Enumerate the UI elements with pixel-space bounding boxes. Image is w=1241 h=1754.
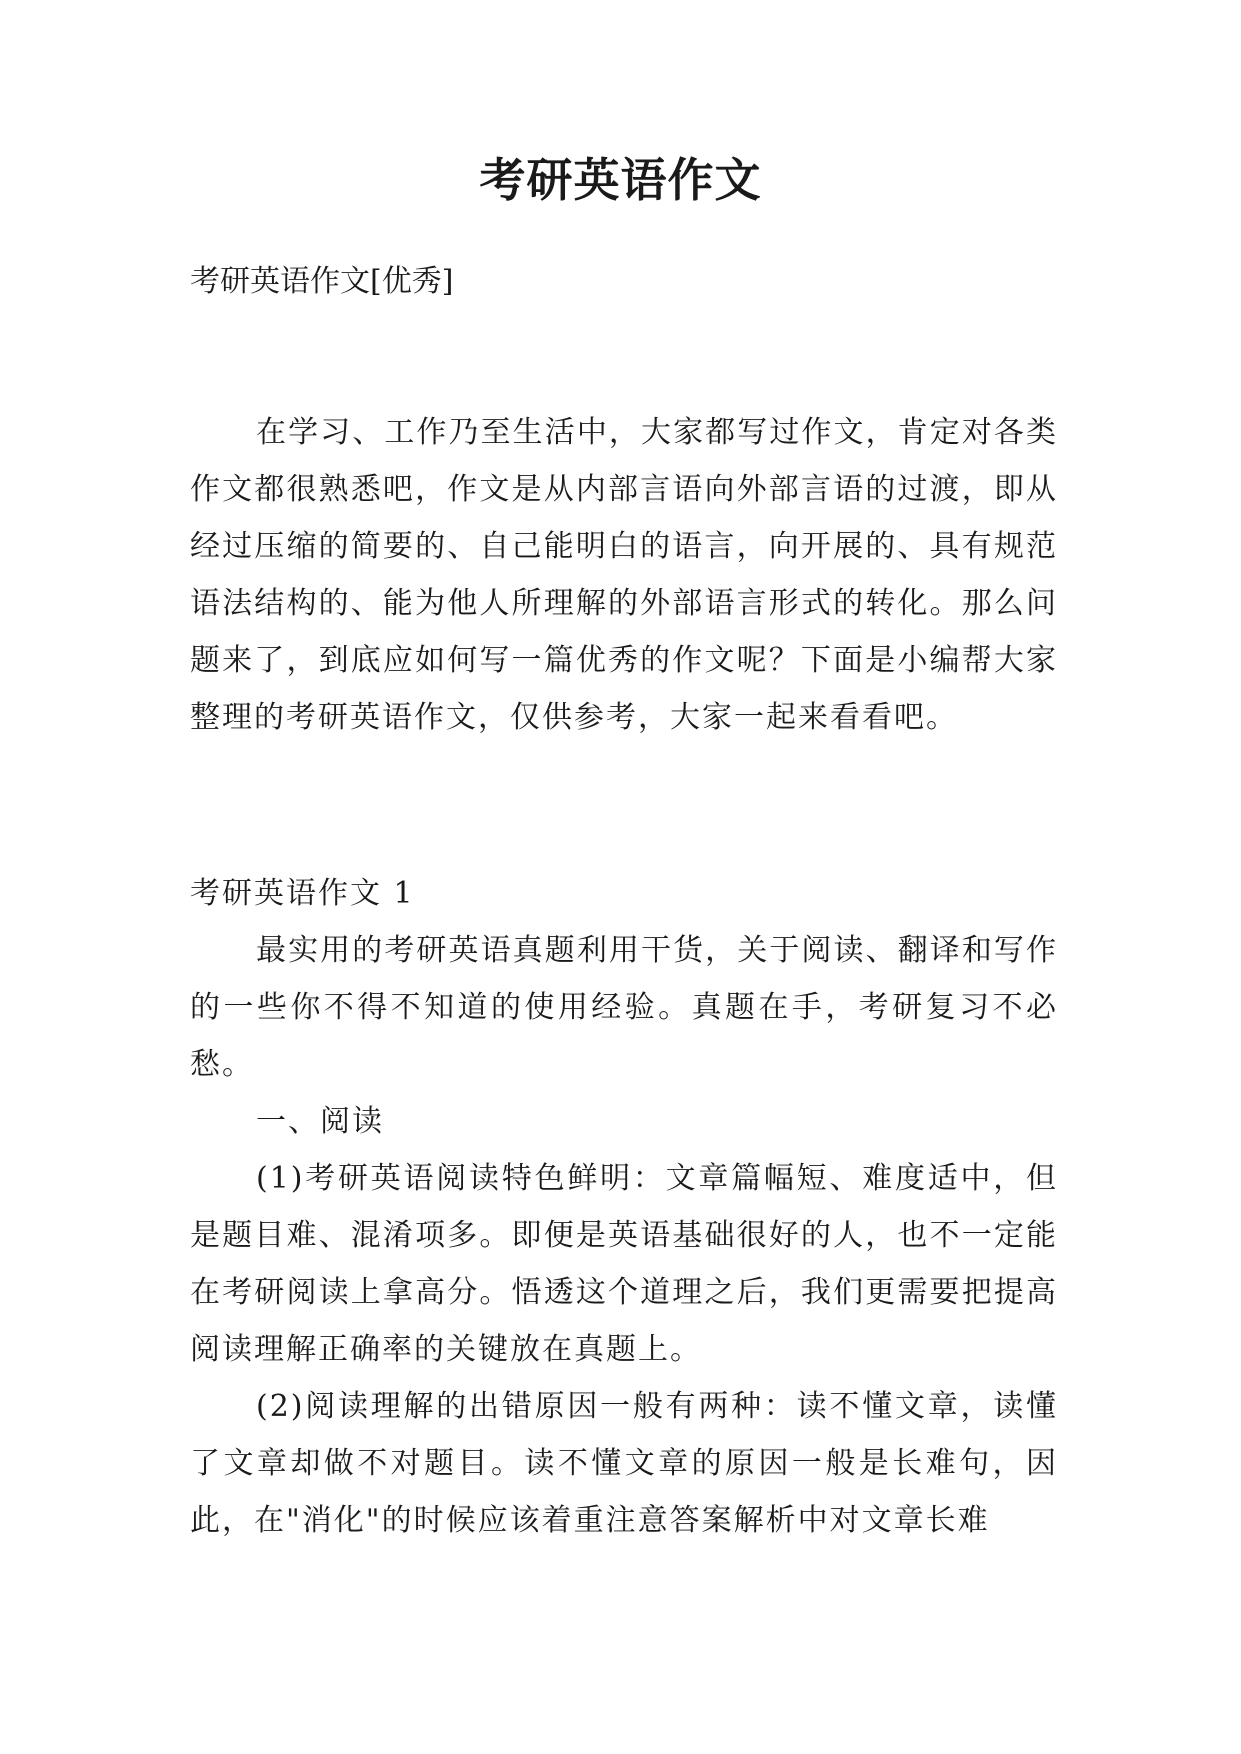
body-paragraph: (1)考研英语阅读特色鲜明：文章篇幅短、难度适中，但是题目难、混淆项多。即便是英语基础很好的人，也不一定能在考研阅读上拿高分。悟透这个道理之后，我们更需要把提高阅读理解正确率的关键放在真题上。 [190, 1161, 1058, 1367]
intro-paragraph: 在学习、工作乃至生活中，大家都写过作文，肯定对各类作文都很熟悉吧，作文是从内部言语向外部言语的过渡，即从经过压缩的简要的、自己能明白的语言，向开展的、具有规范语法结构的、能为他人所理解的外部语言形式的转化。那么问题来了，到底应如何写一篇优秀的作文呢？下面是小编帮大家整理的考研英语作文，仅供参考，大家一起来看看吧。 [190, 415, 1058, 735]
section-heading: 考研英语作文 1 [190, 876, 415, 911]
body-paragraph: 最实用的考研英语真题利用干货，关于阅读、翻译和写作的一些你不得不知道的使用经验。真题在手，考研复习不必愁。 [190, 933, 1058, 1082]
intro-section [190, 404, 1058, 746]
document-subtitle: 考研英语作文[优秀] [190, 264, 454, 299]
section-1 [190, 865, 1058, 1549]
body-paragraph: (2)阅读理解的出错原因一般有两种：读不懂文章，读懂了文章却做不对题目。读不懂文章的原因一般是长难句，因此，在"消化"的时候应该着重注意答案解析中对文章长难 [190, 1389, 1058, 1538]
document-title: 考研英语作文 [479, 153, 762, 207]
subsection-heading: 一、阅读 [256, 1104, 384, 1139]
